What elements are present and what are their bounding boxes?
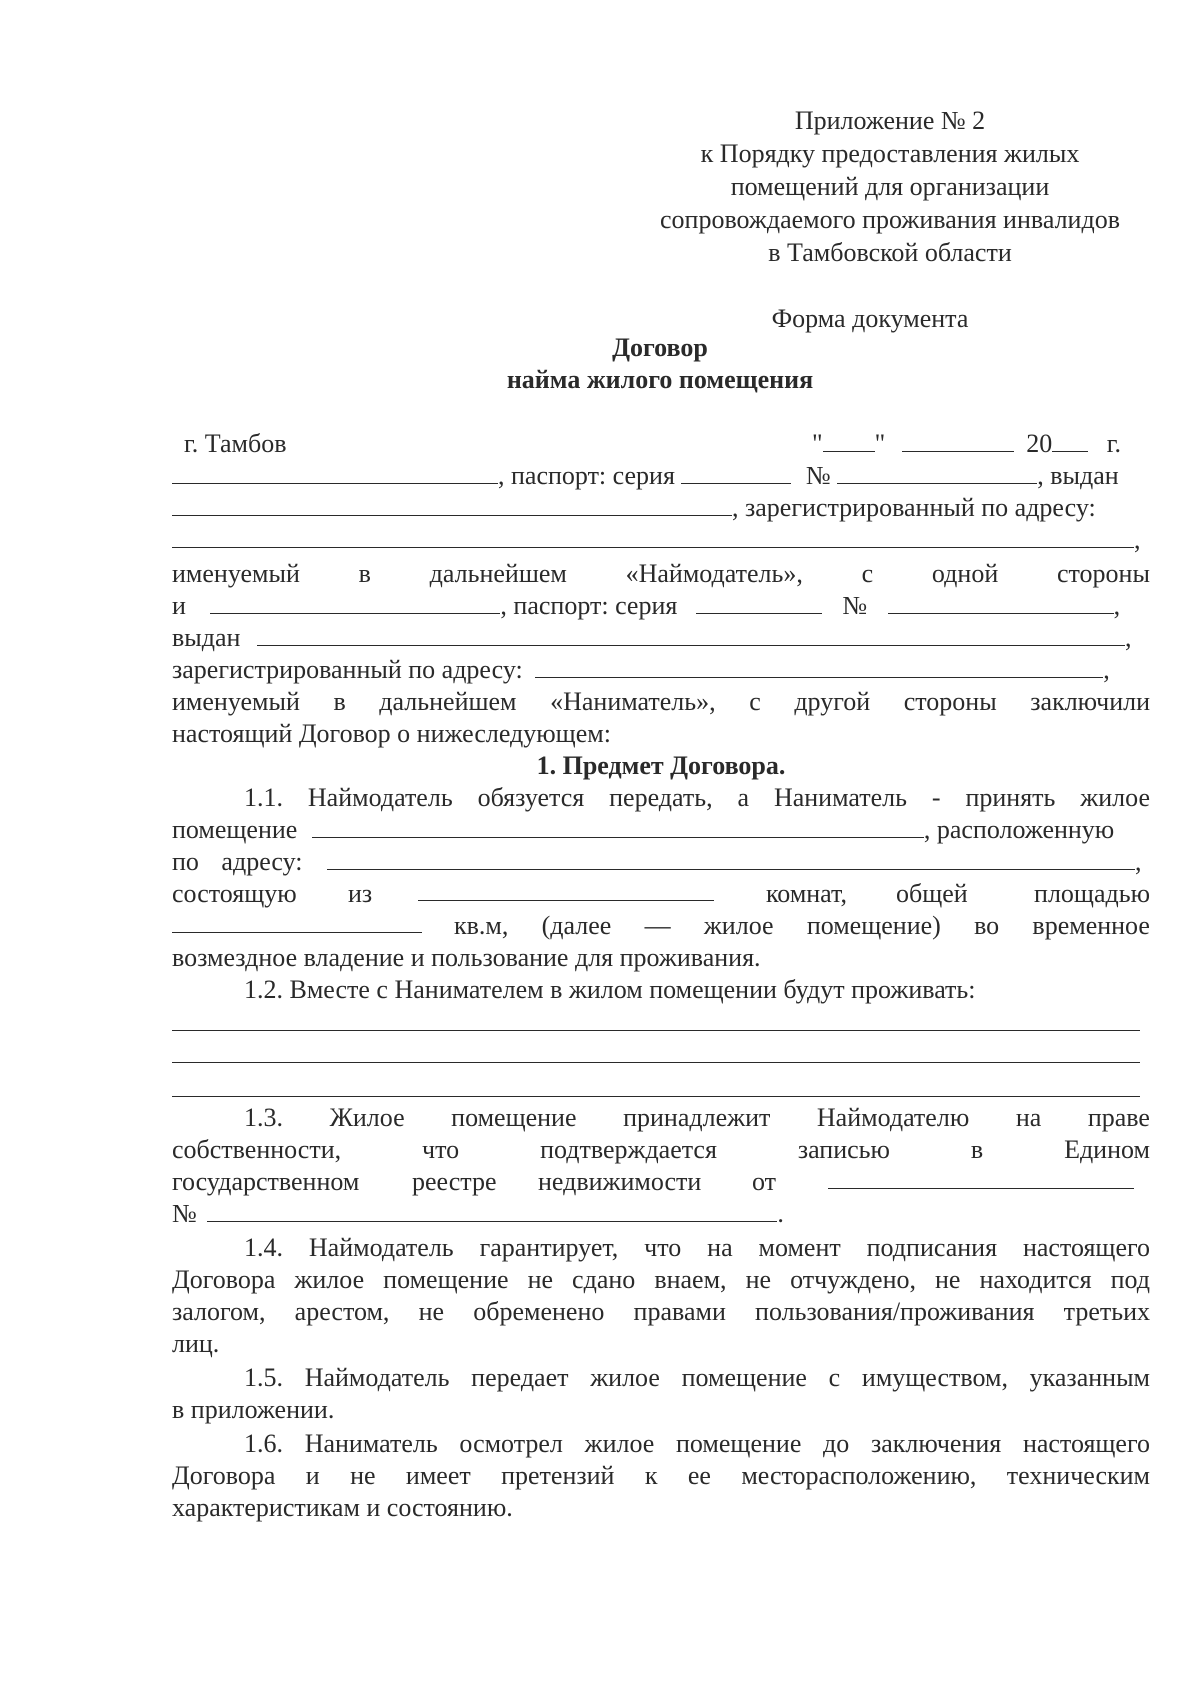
- area-rest: кв.м, (далее — жилое помещение) во временное: [454, 911, 1150, 940]
- tenant-name-blank[interactable]: [210, 591, 500, 614]
- place-date-line: [172, 428, 1150, 460]
- p1-3-line-2: собственности, что подтверждается записью в Едином: [172, 1135, 1150, 1164]
- appendix-line: помещений для организации: [730, 172, 1050, 201]
- closing-line: настоящий Договор о нижеследующем:: [172, 719, 611, 748]
- p1-3-line-4: № .: [172, 1199, 784, 1228]
- p1-1-rooms-line: состоящую из комнат, общей площадью: [172, 879, 1150, 908]
- registry-date-blank[interactable]: [828, 1166, 1134, 1189]
- p1-1-area-line: [172, 910, 1150, 942]
- p1-4-line-4: лиц.: [172, 1329, 220, 1358]
- p1-6-line-3: характеристикам и состоянию.: [172, 1493, 513, 1522]
- p1-6-line-1: 1.6. Наниматель осмотрел жилое помещение до заключения настоящего: [244, 1429, 1150, 1458]
- premises-blank[interactable]: [312, 815, 924, 838]
- landlord-address-line: ,: [172, 524, 1150, 556]
- appendix-line: к Порядку предоставления жилых: [700, 139, 1080, 168]
- landlord-name-blank[interactable]: [172, 461, 498, 484]
- section-1-heading: 1. Предмет Договора.: [536, 751, 786, 780]
- p1-3-line-3: государственном реестре недвижимости от: [172, 1166, 1150, 1198]
- tenant-passport-line: и , паспорт: серия № ,: [172, 591, 1121, 620]
- p1-1-last-line: возмездное владение и пользование для проживания.: [172, 943, 761, 972]
- tenant-address-blank[interactable]: [535, 655, 1103, 678]
- p1-1-address-line: по адресу: ,: [172, 847, 1142, 876]
- landlord-passport-line: , паспорт: серия № , выдан: [172, 460, 1150, 492]
- title-line-2: найма жилого помещения: [506, 365, 814, 394]
- p1-5-line-2: в приложении.: [172, 1395, 335, 1424]
- title-line-1: Договор: [612, 333, 708, 362]
- landlord-issued-line: , зарегистрированный по адресу:: [172, 492, 1150, 524]
- p1-6-line-2: Договора и не имеет претензий к ее месторасположению, техническим: [172, 1461, 1150, 1490]
- p1-2-line: 1.2. Вместе с Нанимателем в жилом помещении будут проживать:: [244, 975, 976, 1004]
- issued-by-blank[interactable]: [172, 493, 732, 516]
- day-blank[interactable]: [823, 429, 875, 452]
- tenant-named-line: именуемый в дальнейшем «Наниматель», с другой стороны заключили: [172, 687, 1150, 716]
- p1-1-premises-line: помещение , расположенную: [172, 815, 1115, 844]
- appendix-line: Приложение № 2: [794, 106, 986, 135]
- appendix-header: [620, 104, 1160, 269]
- appendix-line: сопровождаемого проживания инвалидов: [660, 205, 1120, 234]
- date-fields: " " 20 г.: [812, 429, 1121, 458]
- passport-series-blank[interactable]: [681, 461, 791, 484]
- p1-4-line-3: залогом, арестом, не обременено правами пользования/проживания третьих: [172, 1297, 1150, 1326]
- tenant-series-blank[interactable]: [696, 591, 822, 614]
- tenant-issued-blank[interactable]: [257, 623, 1125, 646]
- tenant-number-blank[interactable]: [888, 591, 1114, 614]
- premises-address-blank[interactable]: [327, 847, 1135, 870]
- appendix-line: в Тамбовской области: [768, 238, 1012, 267]
- p1-4-line-1: 1.4. Наймодатель гарантирует, что на момент подписания настоящего: [244, 1233, 1150, 1262]
- city: г. Тамбов: [184, 429, 287, 458]
- month-blank[interactable]: [902, 429, 1014, 452]
- cohabitants-blank-1[interactable]: [172, 1030, 1140, 1031]
- landlord-named-line: именуемый в дальнейшем «Наймодатель», с одной стороны: [172, 559, 1150, 588]
- p1-5-line-1: 1.5. Наймодатель передает жилое помещение с имуществом, указанным: [244, 1363, 1150, 1392]
- p1-4-line-2: Договора жилое помещение не сдано внаем, не отчуждено, не находится под: [172, 1265, 1150, 1294]
- tenant-registered-line: зарегистрированный по адресу: ,: [172, 655, 1110, 684]
- passport-number-blank[interactable]: [837, 461, 1037, 484]
- p1-3-line-1: 1.3. Жилое помещение принадлежит Наймодателю на праве: [244, 1103, 1150, 1132]
- cohabitants-blank-2[interactable]: [172, 1062, 1140, 1063]
- p1-1-line-1: 1.1. Наймодатель обязуется передать, а Наниматель - принять жилое: [244, 783, 1150, 812]
- tenant-issued-line: выдан ,: [172, 623, 1132, 652]
- document-title: [430, 332, 890, 396]
- form-label: Форма документа: [771, 304, 969, 333]
- cohabitants-blank-3[interactable]: [172, 1096, 1140, 1097]
- year-blank[interactable]: [1052, 429, 1088, 452]
- rooms-count-blank[interactable]: [418, 878, 714, 901]
- area-blank[interactable]: [172, 910, 422, 933]
- landlord-address-blank[interactable]: [172, 525, 1134, 548]
- registry-number-blank[interactable]: [207, 1199, 777, 1222]
